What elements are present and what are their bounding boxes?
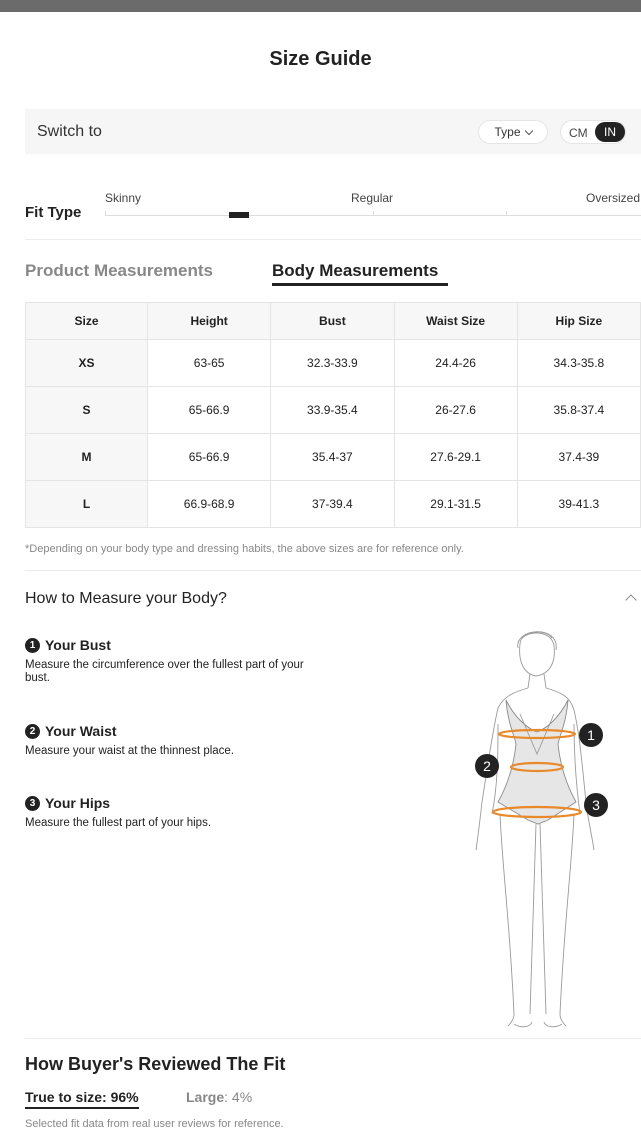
fit-option-regular: Regular xyxy=(351,191,394,205)
marker-2: 2 xyxy=(483,758,491,774)
size-cell: XS xyxy=(26,340,148,387)
fit-option-skinny: Skinny xyxy=(105,191,142,205)
marker-3: 3 xyxy=(592,797,600,813)
table-cell: 63-65 xyxy=(148,340,271,387)
size-reference-note: *Depending on your body type and dressing habits, the above sizes are for reference only. xyxy=(25,543,464,555)
true-to-size-stat[interactable]: True to size: 96% xyxy=(25,1089,139,1109)
table-row xyxy=(26,481,641,528)
body-figure-illustration xyxy=(468,624,618,1028)
column-header: Bust xyxy=(271,303,394,340)
step-number-badge: 1 xyxy=(25,638,40,653)
top-bar xyxy=(0,0,641,12)
step-hips xyxy=(25,795,325,830)
size-cell: M xyxy=(26,434,148,481)
type-label: Type xyxy=(494,125,521,139)
table-cell: 37-39.4 xyxy=(271,481,394,528)
page-title: Size Guide xyxy=(269,48,372,70)
table-cell: 26-27.6 xyxy=(394,387,517,434)
table-cell: 24.4-26 xyxy=(394,340,517,387)
chevron-down-icon xyxy=(524,126,532,134)
table-cell: 27.6-29.1 xyxy=(394,434,517,481)
unit-toggle[interactable] xyxy=(560,120,626,144)
fit-scale-tick xyxy=(105,211,106,216)
reviews-note: Selected fit data from real user reviews for reference. xyxy=(25,1118,284,1130)
step-description: Measure your waist at the thinnest place. xyxy=(25,745,235,757)
step-title: Your Waist xyxy=(45,723,117,739)
active-tab-underline xyxy=(272,283,448,286)
step-title: Your Bust xyxy=(45,637,111,653)
table-cell: 37.4-39 xyxy=(517,434,640,481)
divider xyxy=(25,570,641,571)
unit-switch-bar xyxy=(25,109,641,154)
large-stat[interactable] xyxy=(186,1089,252,1105)
table-row xyxy=(26,434,641,481)
type-dropdown-button[interactable] xyxy=(478,120,548,144)
unit-in-option[interactable]: IN xyxy=(595,122,625,142)
marker-1: 1 xyxy=(587,727,595,743)
step-number-badge: 3 xyxy=(25,796,40,811)
table-cell: 65-66.9 xyxy=(148,434,271,481)
divider xyxy=(25,239,641,240)
reviews-title: How Buyer's Reviewed The Fit xyxy=(25,1054,286,1074)
tab-body-measurements[interactable]: Body Measurements xyxy=(272,261,439,280)
table-cell: 32.3-33.9 xyxy=(271,340,394,387)
table-row xyxy=(26,340,641,387)
table-cell: 33.9-35.4 xyxy=(271,387,394,434)
fit-scale-tick xyxy=(506,211,507,216)
table-cell: 35.8-37.4 xyxy=(517,387,640,434)
step-number-badge: 2 xyxy=(25,724,40,739)
step-waist xyxy=(25,723,325,758)
divider xyxy=(25,1038,641,1039)
size-cell: S xyxy=(26,387,148,434)
fit-type-label: Fit Type xyxy=(25,204,82,221)
size-cell: L xyxy=(26,481,148,528)
size-table xyxy=(25,302,641,528)
column-header: Waist Size xyxy=(394,303,517,340)
step-description: Measure the fullest part of your hips. xyxy=(25,817,212,829)
large-value: : 4% xyxy=(224,1089,253,1105)
step-bust xyxy=(25,637,325,685)
table-cell: 35.4-37 xyxy=(271,434,394,481)
step-description: Measure the circumference over the fullest part of your bust. xyxy=(25,659,304,684)
chevron-up-icon[interactable] xyxy=(625,594,636,605)
table-cell: 66.9-68.9 xyxy=(148,481,271,528)
unit-cm-option[interactable]: CM xyxy=(569,126,588,140)
table-cell: 29.1-31.5 xyxy=(394,481,517,528)
column-header: Height xyxy=(148,303,271,340)
table-cell: 65-66.9 xyxy=(148,387,271,434)
switch-to-label: Switch to xyxy=(37,123,102,140)
table-header-row xyxy=(26,303,641,340)
table-row xyxy=(26,387,641,434)
fit-scale-marker xyxy=(229,212,249,218)
tab-product-measurements[interactable]: Product Measurements xyxy=(25,261,213,280)
how-to-measure-title[interactable]: How to Measure your Body? xyxy=(25,590,227,607)
fit-option-oversized: Oversized xyxy=(586,191,641,205)
table-cell: 34.3-35.8 xyxy=(517,340,640,387)
column-header: Size xyxy=(26,303,148,340)
step-title: Your Hips xyxy=(45,795,111,811)
table-cell: 39-41.3 xyxy=(517,481,640,528)
fit-scale-tick xyxy=(373,211,374,216)
large-label: Large xyxy=(186,1089,225,1105)
column-header: Hip Size xyxy=(517,303,640,340)
